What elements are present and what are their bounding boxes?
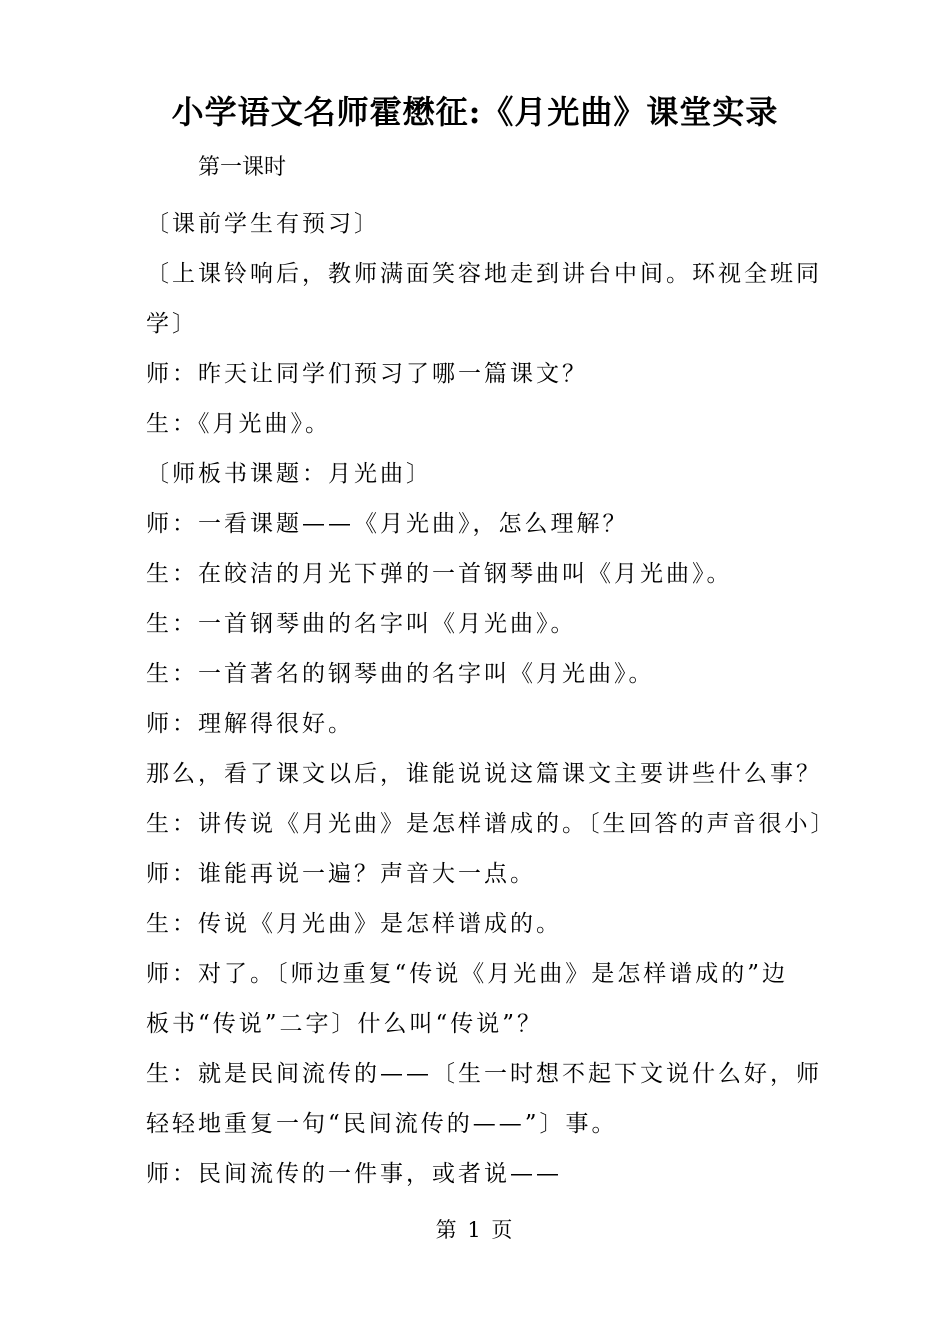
text-line: 师：对了。〔师边重复“传说《月光曲》是怎样谱成的”边 bbox=[146, 961, 789, 987]
text-line: 生：一首著名的钢琴曲的名字叫《月光曲》。 bbox=[146, 661, 655, 687]
text-line: 生：在皎洁的月光下弹的一首钢琴曲叫《月光曲》。 bbox=[146, 561, 733, 587]
text-line: 师：民间流传的一件事，或者说—— bbox=[146, 1161, 562, 1187]
text-line: 板书“传说”二字〕什么叫“传说”？ bbox=[146, 1011, 544, 1037]
text-line: 学〕 bbox=[146, 311, 198, 337]
text-line: 生：讲传说《月光曲》是怎样谱成的。〔生回答的声音很小〕 bbox=[146, 811, 837, 837]
text-line: 师：一看课题——《月光曲》，怎么理解？ bbox=[146, 511, 629, 537]
text-line: 〔课前学生有预习〕 bbox=[146, 211, 380, 237]
page-number: 第 1 页 bbox=[435, 1218, 515, 1242]
text-line: 生：就是民间流传的——〔生一时想不起下文说什么好，师 bbox=[146, 1061, 822, 1087]
text-line: 〔师板书课题：月光曲〕 bbox=[146, 461, 432, 487]
text-line: 师：谁能再说一遍？声音大一点。 bbox=[146, 861, 536, 887]
text-line: 〔上课铃响后，教师满面笑容地走到讲台中间。环视全班同 bbox=[146, 261, 822, 287]
text-line: 轻轻地重复一句“民间流传的——”〕事。 bbox=[146, 1111, 618, 1137]
text-line: 生：《月光曲》。 bbox=[146, 411, 331, 437]
text-line: 那么，看了课文以后，谁能说说这篇课文主要讲些什么事？ bbox=[146, 761, 822, 787]
text-line: 生：一首钢琴曲的名字叫《月光曲》。 bbox=[146, 611, 577, 637]
text-line: 师：理解得很好。 bbox=[146, 711, 354, 737]
document-subtitle: 第一课时 bbox=[198, 155, 287, 180]
document-body bbox=[146, 199, 837, 1199]
text-line: 生：传说《月光曲》是怎样谱成的。 bbox=[146, 911, 562, 937]
document-title: 小学语文名师霍懋征:《月光曲》课堂实录 bbox=[171, 93, 779, 131]
text-line: 师：昨天让同学们预习了哪一篇课文？ bbox=[146, 361, 588, 387]
